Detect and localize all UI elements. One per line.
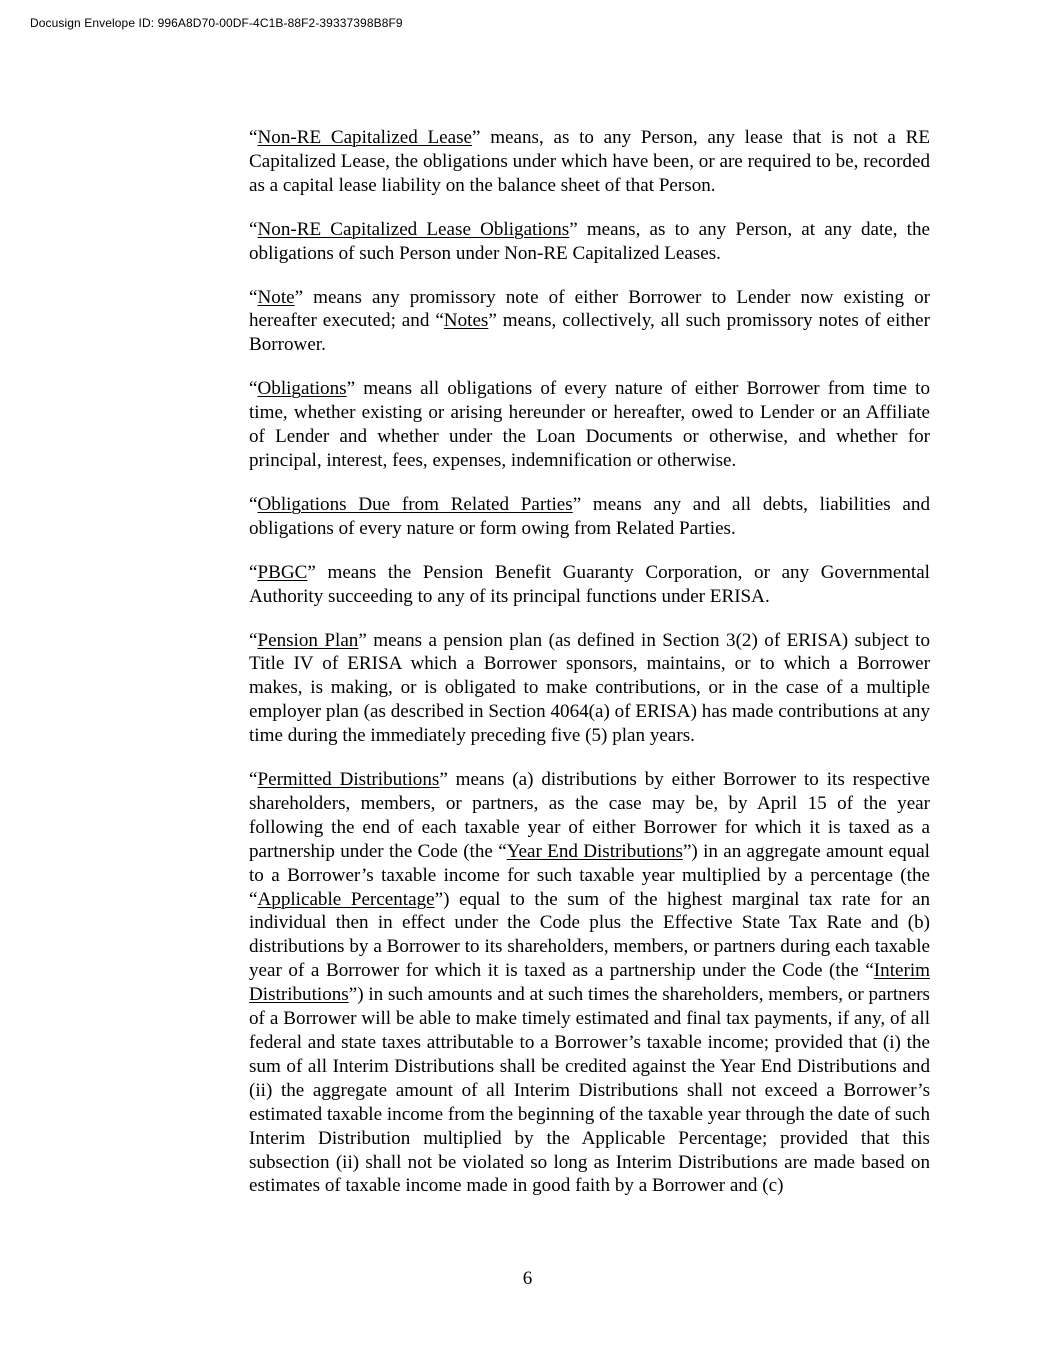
definition-text: means, as to any Person, any lease that is not a RE Capitalized Lease, the obligations under which have been, or are required to be, recorded as a capital lease liability on the balance sheet of that Person. <box>249 127 930 196</box>
definition-text: ) in an aggregate amount equal to a Borrower’s taxable income for such taxable year multiplied by a percentage (the <box>249 840 930 886</box>
definition-pbgc: “PBGC” means the Pension Benefit Guaranty Corporation, or any Governmental Authority succeeding to any of its principal functions under ERISA. <box>249 561 930 607</box>
defined-term: Pension Plan <box>257 629 359 651</box>
definition-obligations: “Obligations” means all obligations of every nature of either Borrower from time to time, whether existing or arising hereunder or hereafter, owed to Lender or an Affiliate of Lender and whether under the Loan Documents or otherwise, and whether for principal, interest, fees, expenses, indemnification or otherwise. <box>249 378 930 471</box>
defined-term: Notes <box>443 310 489 332</box>
page-number: 6 <box>522 1268 533 1289</box>
envelope-id-header: Docusign Envelope ID: 996A8D70-00DF-4C1B-88F2-39337398B8F9 <box>30 16 403 30</box>
definition-text: means a pension plan (as defined in Section 3(2) of ERISA) subject to Title IV of ERISA which a Borrower sponsors, maintains, or to which a Borrower makes, is making, or is obligated to make contributions, or in the case of a multiple employer plan (as described in Section 4064(a) of ERISA) has made contributions at any time during the immediately preceding five (5) plan years. <box>249 629 930 747</box>
defined-term: Year End Distributions <box>506 840 683 862</box>
defined-term: Obligations <box>257 378 347 400</box>
definition-non-re-capitalized-lease-obligations: “Non-RE Capitalized Lease Obligations” means, as to any Person, at any date, the obligations of such Person under Non-RE Capitalized Leases. <box>249 218 931 264</box>
defined-term: Non-RE Capitalized Lease <box>257 127 473 148</box>
definition-text: means all obligations of every nature of either Borrower from time to time, whether existing or arising hereunder or hereafter, owed to Lender or an Affiliate of Lender and whether under the Loan Documents or otherwise, and whether for principal, interest, fees, expenses, indemnification or otherwise. <box>249 378 930 471</box>
definition-text: means the Pension Benefit Guaranty Corporation, or any Governmental Authority succeeding to any of its principal functions under ERISA. <box>249 561 930 607</box>
definition-text: means, collectively, all such promissory notes of either Borrower. <box>249 310 931 356</box>
definition-text: means (a) distributions by either Borrower to its respective shareholders, members, or partners, as the case may be, by April 15 of the year following the end of each taxable year of either Borrower for which it is taxed as a partnership under the Code (the <box>249 769 931 862</box>
definition-text: ) equal to the sum of the highest marginal tax rate for an individual then in effect under the Code plus the Effective State Tax Rate and (b) distributions by a Borrower to its shareholders, members, or partners during each taxable year of a Borrower for which it is taxed as a partnership under the Code (the <box>249 888 930 982</box>
defined-term: Interim Distributions <box>249 960 930 1006</box>
definition-obligations-due-from-related-parties: “Obligations Due from Related Parties” means any and all debts, liabilities and obligations of every nature or form owing from Related Parties. <box>249 493 931 539</box>
definition-non-re-capitalized-lease: “Non-RE Capitalized Lease” means, as to any Person, any lease that is not a RE Capitalized Lease, the obligations under which have been, or are required to be, recorded as a capital lease liability on the balance sheet of that Person. <box>249 127 930 196</box>
definitions-section <box>249 126 930 1218</box>
definition-text: ) in such amounts and at such times the shareholders, members, or partners of a Borrower will be able to make timely estimated and final tax payments, if any, of all federal and state taxes attributable to a Borrower’s taxable income; provided that (i) the sum of all Interim Distributions shall be credited against the Year End Distributions and (ii) the aggregate amount of all Interim Distributions shall not exceed a Borrower’s estimated taxable income from the beginning of the taxable year through the date of such Interim Distribution multiplied by the Applicable Percentage; provided that this subsection (ii) shall not be violated so long as Interim Distributions are made based on estimates of taxable income made in good faith by a Borrower and (c) <box>249 984 930 1197</box>
defined-term: Permitted Distributions <box>257 769 440 791</box>
definition-text: means any and all debts, liabilities and obligations of every nature or form owing from Related Parties. <box>249 493 931 539</box>
definition-permitted-distributions: “Permitted Distributions” means (a) distributions by either Borrower to its respective shareholders, members, or partners, as the case may be, by April 15 of the year following the end of each taxable year of either Borrower for which it is taxed as a partnership under the Code (the “Year End Distributions”) in an aggregate amount equal to a Borrower’s taxable income for such taxable year multiplied by a percentage (the “Applicable Percentage”) equal to the sum of the highest marginal tax rate for an individual then in effect under the Code plus the Effective State Tax Rate and (b) distributions by a Borrower to its shareholders, members, or partners during each taxable year of a Borrower for which it is taxed as a partnership under the Code (the “Interim Distributions”) in such amounts and at such times the shareholders, members, or partners of a Borrower will be able to make timely estimated and final tax payments, if any, of all federal and state taxes attributable to a Borrower’s taxable income; provided that (i) the sum of all Interim Distributions shall be credited against the Year End Distributions and (ii) the aggregate amount of all Interim Distributions shall not exceed a Borrower’s estimated taxable income from the beginning of the taxable year through the date of such Interim Distribution multiplied by the Applicable Percentage; provided that this subsection (ii) shall not be violated so long as Interim Distributions are made based on estimates of taxable income made in good faith by a Borrower and (c) <box>249 769 931 1197</box>
definition-text: means any promissory note of either Borrower to Lender now existing or hereafter executed; and <box>249 286 930 332</box>
definition-text: means, as to any Person, at any date, the obligations of such Person under Non-RE Capitalized Leases. <box>249 218 931 264</box>
definition-pension-plan: “Pension Plan” means a pension plan (as defined in Section 3(2) of ERISA) subject to Title IV of ERISA which a Borrower sponsors, maintains, or to which a Borrower makes, is making, or is obligated to make contributions, or in the case of a multiple employer plan (as described in Section 4064(a) of ERISA) has made contributions at any time during the immediately preceding five (5) plan years. <box>249 629 930 747</box>
defined-term: Note <box>257 286 295 308</box>
defined-term: Obligations Due from Related Parties <box>257 493 573 515</box>
defined-term: Non-RE Capitalized Lease Obligations <box>257 218 570 240</box>
defined-term: PBGC <box>257 561 308 583</box>
defined-term: Applicable Percentage <box>257 888 435 910</box>
definition-note: “Note” means any promissory note of either Borrower to Lender now existing or hereafter executed; and “Notes” means, collectively, all such promissory notes of either Borrower. <box>249 286 931 356</box>
